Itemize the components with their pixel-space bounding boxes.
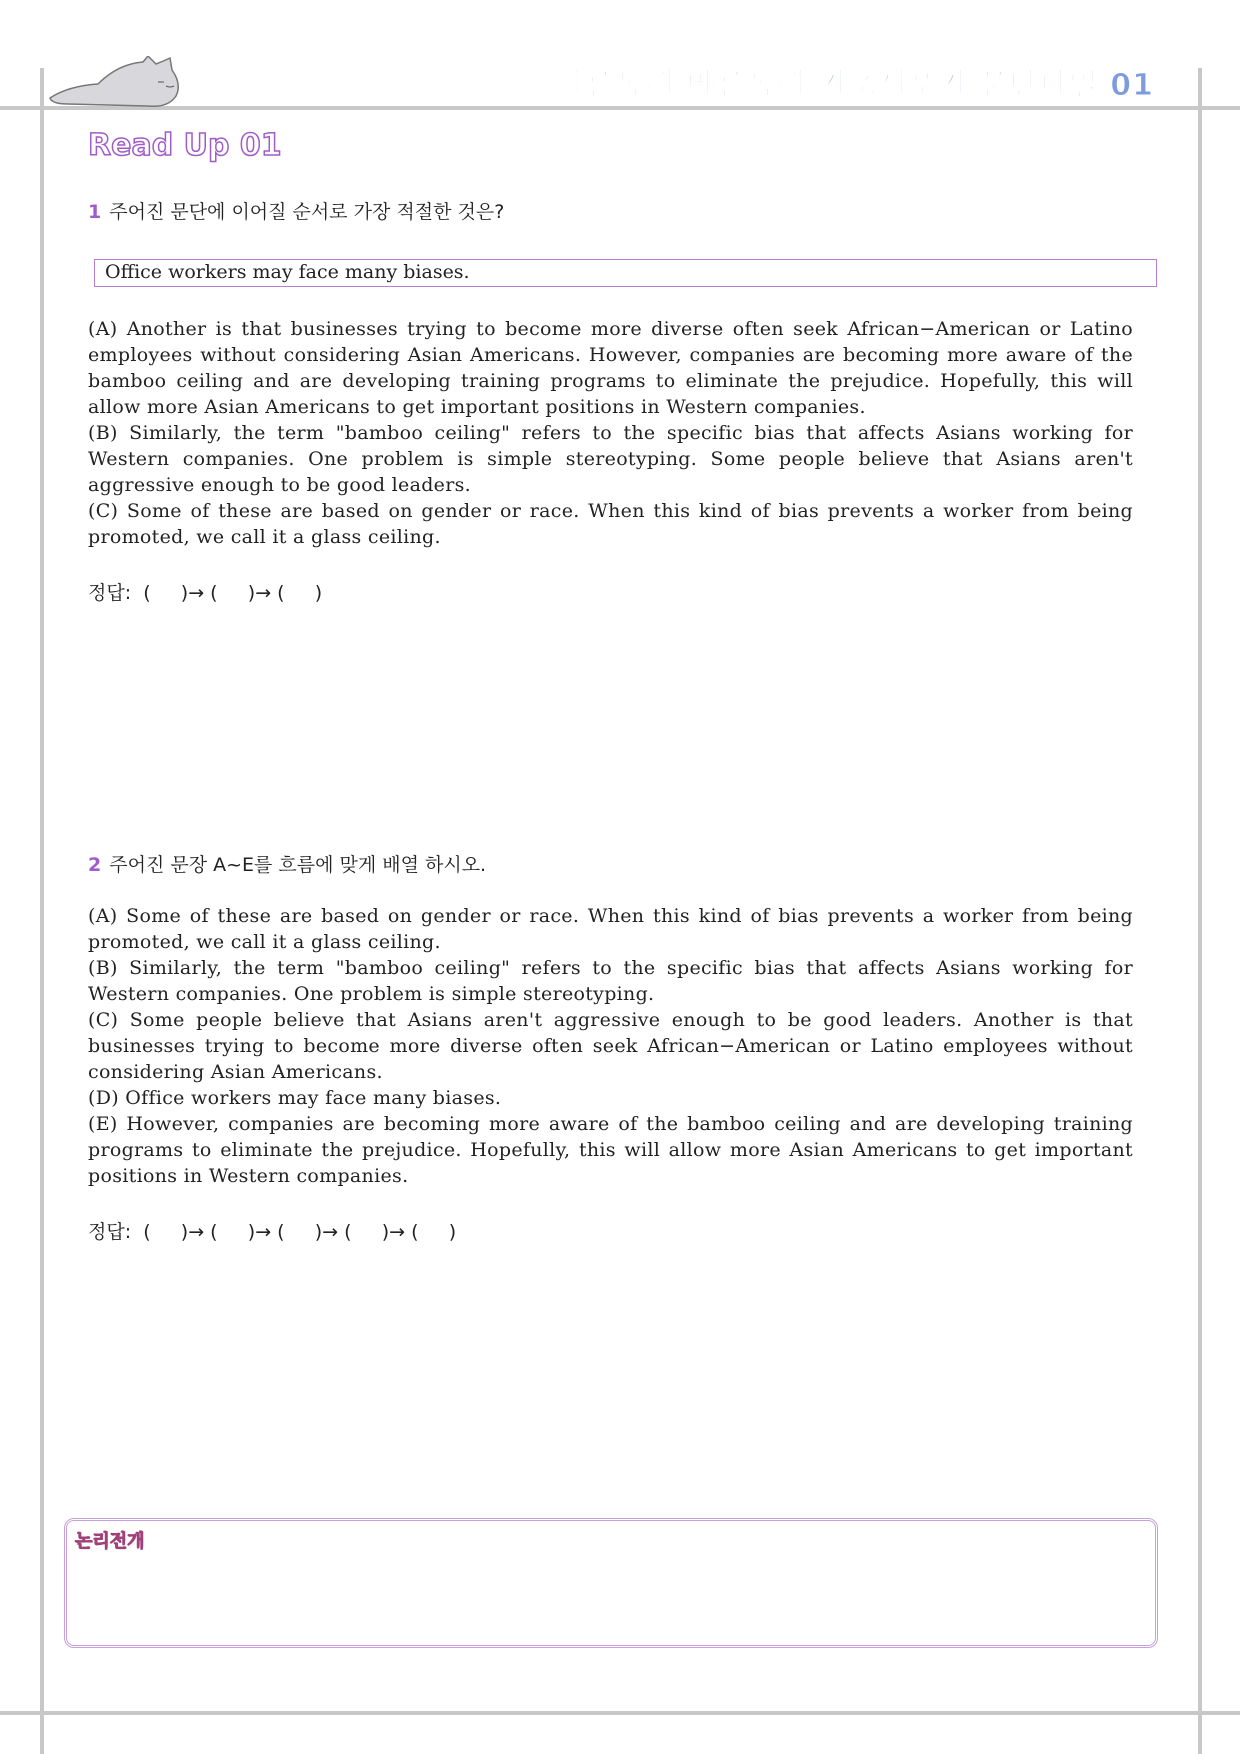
sentence-b: (B) Similarly, the term "bamboo ceiling" refers to the specific bias that affects Asians working for Western companies. One problem is simple stereotyping. bbox=[88, 957, 1133, 1005]
memo-label: 논리전개 bbox=[75, 1531, 145, 1552]
given-sentence-box: Office workers may face many biases. bbox=[94, 259, 1157, 287]
paragraph-a: (A) Another is that businesses trying to become more diverse often seek African−American or Latino employees without considering Asian Americans. However, companies are becoming more aware of the bamboo ceiling and are developing training programs to eliminate the prejudice. Hopefully, this will allow more Asian Americans to get important positions in Western companies. bbox=[88, 318, 1133, 418]
paragraph-c: (C) Some of these are based on gender or race. When this kind of bias prevents a worker from being promoted, we call it a glass ceiling. bbox=[88, 500, 1133, 548]
question-2-passage bbox=[88, 903, 1133, 1189]
header-rule bbox=[0, 106, 1240, 110]
title-part: 바른독해 bbox=[686, 68, 807, 103]
paragraph-b: (B) Similarly, the term "bamboo ceiling" refers to the specific bias that affects Asians working for Western companies. One problem is simple stereotyping. Some people believe that Asians aren't aggressive enough to be good leaders. bbox=[88, 422, 1133, 496]
sentence-a: (A) Some of these are based on gender or race. When this kind of bias prevents a worker from being promoted, we call it a glass ceiling. bbox=[88, 905, 1133, 953]
sentence-c: (C) Some people believe that Asians aren't aggressive enough to be good leaders. Another is that businesses trying to become more diverse often seek African−American or Latino employees without considering Asian Americans. bbox=[88, 1009, 1133, 1083]
prompt-text: 주어진 문장 A~E를 흐름에 맞게 배열 하시오. bbox=[109, 854, 487, 876]
prompt-text: 주어진 문단에 이어질 순서로 가장 적절한 것은? bbox=[109, 201, 505, 223]
title-part: 기초세우기 bbox=[817, 68, 968, 103]
left-margin-rule bbox=[40, 68, 44, 1754]
question-1-prompt bbox=[88, 197, 504, 224]
question-1-answer: 정답: ( )→ ( )→ ( ) bbox=[88, 582, 323, 604]
question-number: 1 bbox=[88, 201, 102, 223]
title-part: 문단나열 bbox=[978, 68, 1099, 103]
sentence-e: (E) However, companies are becoming more aware of the bamboo ceiling and are developing training programs to eliminate the prejudice. Hopefully, this will allow more Asian Americans to get important positions in Western companies. bbox=[88, 1113, 1133, 1187]
sleeping-cat-icon bbox=[48, 56, 183, 111]
question-2-answer: 정답: ( )→ ( )→ ( )→ ( )→ ( ) bbox=[88, 1221, 457, 1243]
footer-rule bbox=[0, 1711, 1240, 1715]
question-number: 2 bbox=[88, 854, 102, 876]
title-part: 빠른독해 bbox=[554, 68, 675, 103]
sentence-d: (D) Office workers may face many biases. bbox=[88, 1087, 502, 1109]
logic-notes-box bbox=[64, 1518, 1158, 1648]
question-1-passage bbox=[88, 316, 1133, 550]
right-margin-rule bbox=[1198, 68, 1202, 1754]
section-title: Read Up 01 bbox=[88, 128, 282, 163]
question-2-prompt bbox=[88, 850, 486, 877]
title-part: 01 bbox=[1110, 68, 1154, 103]
header-title bbox=[555, 60, 1154, 104]
